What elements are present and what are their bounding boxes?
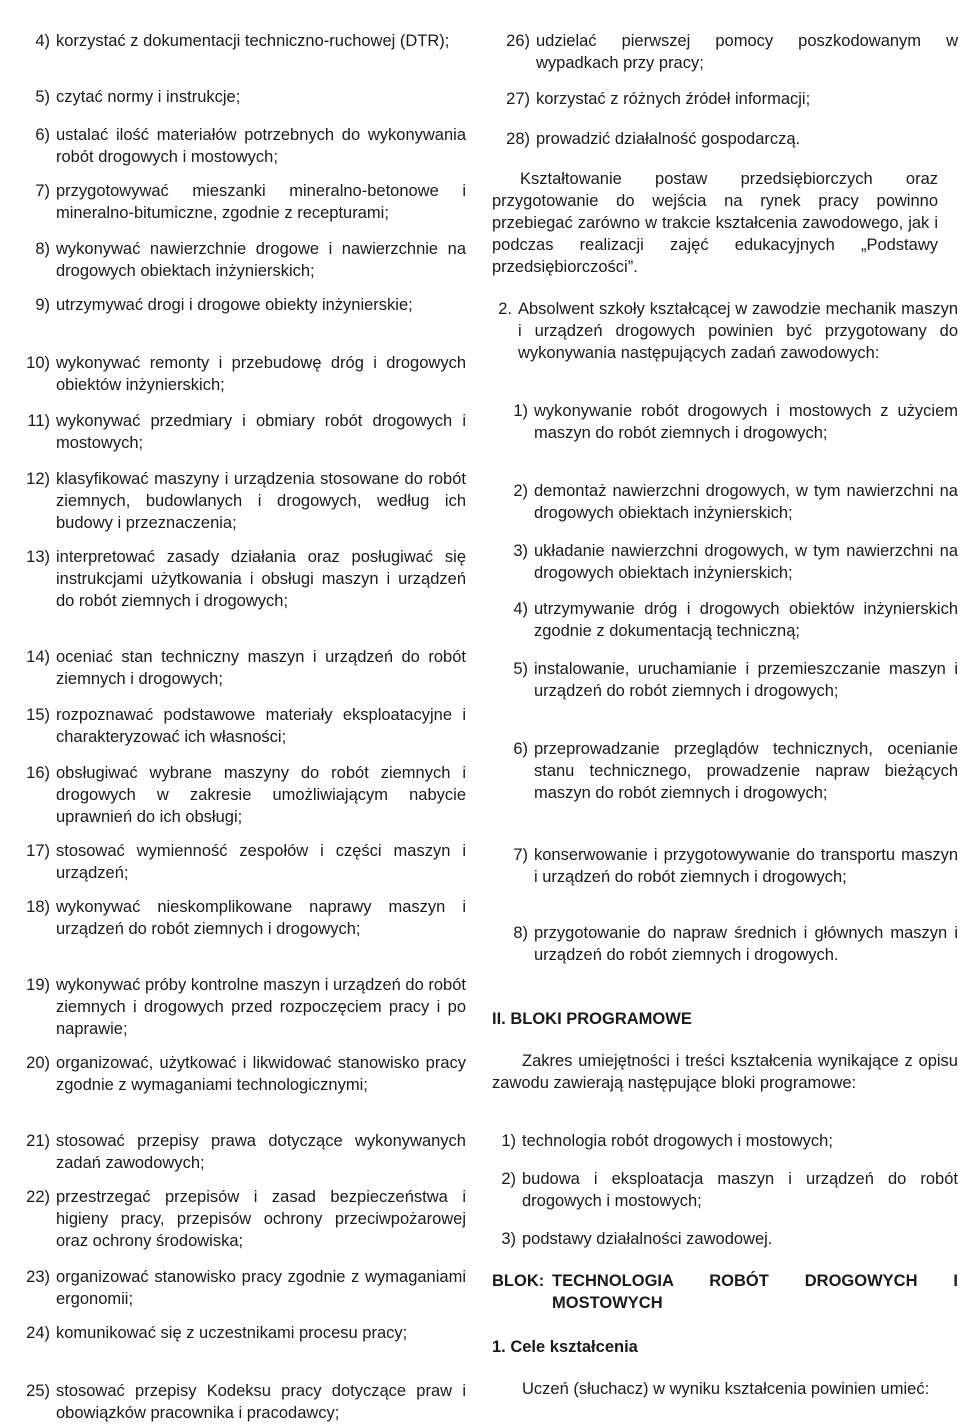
list-item-number: 28) [506,130,530,148]
list-item-number: 2. [498,300,512,318]
list-item-number: 1) [513,402,528,420]
list-item-text: instalowanie, uruchamianie i przemieszczanie maszyn i urządzeń do robót ziemnych i drogowych; [534,660,958,700]
list-item-text: stosować wymienność zespołów i części maszyn i urządzeń; [56,842,466,882]
list-item [492,128,958,150]
list-item-number: 18) [26,898,50,916]
list-item [12,352,466,396]
section-ii-heading: II. BLOKI PROGRAMOWE [492,1010,692,1028]
list-item-text: przygotowanie do napraw średnich i głównych maszyn i urządzeń do robót ziemnych i drogowych. [534,924,958,964]
list-item-number: 27) [506,90,530,108]
task-item [504,480,958,524]
list-item-number: 11) [27,412,50,430]
entrepreneurship-paragraph: Kształtowanie postaw przedsiębiorczych oraz przygotowanie do wejścia na rynek pracy powinno przebiegać zarówno w trakcie kształcenia zawodowego, jak i podczas realizacji zajęć edukacyjnych „Podstawy przedsiębiorczości”. [492,170,938,276]
list-item-text: organizować stanowisko pracy zgodnie z wymaganiami ergonomii; [56,1268,466,1308]
list-item-text: przygotowywać mieszanki mineralno-betonowe i mineralno-bitumiczne, zgodnie z recepturami; [56,182,466,222]
list-item [12,704,466,748]
list-item-text: konserwowanie i przygotowywanie do transportu maszyn i urządzeń do robót ziemnych i drogowych; [534,846,958,886]
list-item-text: stosować przepisy prawa dotyczące wykonywanych zadań zawodowych; [56,1132,466,1172]
task-item [504,738,958,804]
list-item-text: wykonywać nawierzchnie drogowe i nawierzchnie na drogowych obiektach inżynierskich; [56,240,466,280]
list-item-text: wykonywać remonty i przebudowę dróg i drogowych obiektów inżynierskich; [56,354,466,394]
block-item [498,1130,958,1152]
list-item-text: technologia robót drogowych i mostowych; [522,1132,833,1150]
task-item [504,844,958,888]
goals-heading: 1. Cele kształcenia [492,1338,638,1356]
list-item [12,30,466,52]
task-item [504,658,958,702]
list-item-text: utrzymywać drogi i drogowe obiekty inżynierskie; [56,296,413,314]
list-item [12,1130,466,1174]
list-item-number: 13) [26,548,50,566]
list-item [12,1322,466,1344]
list-item [12,124,466,168]
task-item [504,400,958,444]
list-item [12,1266,466,1310]
blok-title: TECHNOLOGIA ROBÓT DROGOWYCH I MOSTOWYCH [552,1272,958,1312]
list-item [12,238,466,282]
task-item [504,540,958,584]
blok-label: BLOK: [492,1272,545,1290]
list-item [12,180,466,224]
list-item-text: prowadzić działalność gospodarczą. [536,130,801,148]
task-item [504,598,958,642]
list-item-number: 19) [26,976,50,994]
list-item-text: demontaż nawierzchni drogowych, w tym nawierzchni na drogowych obiektach inżynierskich; [534,482,958,522]
final-paragraph: Uczeń (słuchacz) w wyniku kształcenia powinien umieć: [522,1380,930,1398]
blok-heading [492,1270,958,1314]
list-item [12,896,466,940]
list-item-text: wykonywać przedmiary i obmiary robót drogowych i mostowych; [56,412,466,452]
list-item-number: 6) [35,126,50,144]
list-item-number: 5) [513,660,528,678]
list-item [12,646,466,690]
list-item-text: obsługiwać wybrane maszyny do robót ziemnych i drogowych w zakresie umożliwiającym nabycie uprawnień do ich obsługi; [56,764,466,826]
list-item-number: 26) [506,32,530,50]
list-item-number: 21) [26,1132,50,1150]
list-item-number: 14) [26,648,50,666]
task-item [504,922,958,966]
list-item-text: oceniać stan techniczny maszyn i urządzeń do robót ziemnych i drogowych; [56,648,466,688]
list-item [492,88,958,110]
list-item-text: przestrzegać przepisów i zasad bezpieczeństwa i higieny pracy, przepisów ochrony przeciwpożarowej oraz ochrony środowiska; [56,1188,466,1250]
list-item-text: utrzymywanie dróg i drogowych obiektów inżynierskich zgodnie z dokumentacją techniczną; [534,600,958,640]
list-item-number: 6) [513,740,528,758]
list-item-text: interpretować zasady działania oraz posługiwać się instrukcjami użytkowania i obsługi maszyn i urządzeń do robót ziemnych i drogowych; [56,548,466,610]
list-item-number: 3) [513,542,528,560]
list-item-number: 1) [501,1132,516,1150]
list-item-number: 16) [26,764,50,782]
block-item [498,1168,958,1212]
list-item [12,410,466,454]
list-item-number: 20) [26,1054,50,1072]
list-item-text: przeprowadzanie przeglądów technicznych, ocenianie stanu technicznego, prowadzenie napraw bieżących maszyn do robót ziemnych i drogowych; [534,740,958,802]
list-item [492,30,958,74]
list-item-text: klasyfikować maszyny i urządzenia stosowane do robót ziemnych, budowlanych i drogowych, według ich budowy i przeznaczenia; [56,470,466,532]
list-item-number: 12) [26,470,50,488]
list-item-text: korzystać z dokumentacji techniczno-ruchowej (DTR); [56,32,450,50]
list-item-number: 8) [35,240,50,258]
list-item [12,468,466,534]
list-item-text: podstawy działalności zawodowej. [522,1230,773,1248]
list-item-number: 24) [26,1324,50,1342]
list-item-text: udzielać pierwszej pomocy poszkodowanym w wypadkach przy pracy; [536,32,958,72]
list-item-number: 8) [513,924,528,942]
list-item-number: 4) [35,32,50,50]
list-item-text: wykonywać próby kontrolne maszyn i urządzeń do robót ziemnych i drogowych przed rozpoczęciem pracy i po naprawie; [56,976,466,1038]
list-item-text: komunikować się z uczestnikami procesu pracy; [56,1324,408,1342]
list-item-number: 23) [26,1268,50,1286]
list-item-text: budowa i eksploatacja maszyn i urządzeń do robót drogowych i mostowych; [522,1170,958,1210]
list-item-number: 22) [26,1188,50,1206]
list-item-text: stosować przepisy Kodeksu pracy dotyczące praw i obowiązków pracownika i pracodawcy; [56,1382,466,1422]
list-item-text: wykonywanie robót drogowych i mostowych z użyciem maszyn do robót ziemnych i drogowych; [534,402,958,442]
list-item-text: Absolwent szkoły kształcącej w zawodzie mechanik maszyn i urządzeń drogowych powinien być przygotowany do wykonywania następujących zadań zawodowych: [518,300,958,362]
list-item-number: 2) [513,482,528,500]
list-item [12,840,466,884]
list-item-number: 9) [35,296,50,314]
list-item-text: czytać normy i instrukcje; [56,88,241,106]
list-item-number: 10) [26,354,50,372]
list-item-number: 2) [501,1170,516,1188]
list-item-number: 17) [26,842,50,860]
list-item-text: ustalać ilość materiałów potrzebnych do wykonywania robót drogowych i mostowych; [56,126,466,166]
list-item-text: układanie nawierzchni drogowych, w tym nawierzchni na drogowych obiektach inżynierskich; [534,542,958,582]
scope-paragraph: Zakres umiejętności i treści kształcenia wynikające z opisu zawodu zawierają następujące bloki programowe: [492,1052,958,1092]
list-item-text: organizować, użytkować i likwidować stanowisko pracy zgodnie z wymaganiami technologicznymi; [56,1054,466,1094]
list-item-text: wykonywać nieskomplikowane naprawy maszyn i urządzeń do robót ziemnych i drogowych; [56,898,466,938]
list-item [12,1186,466,1252]
list-item [12,974,466,1040]
list-item-number: 7) [35,182,50,200]
list-item-number: 3) [501,1230,516,1248]
list-item [12,1052,466,1096]
list-item-number: 5) [35,88,50,106]
list-item [12,762,466,828]
list-item-number: 25) [26,1382,50,1400]
list-item-number: 7) [513,846,528,864]
list-item [12,294,466,316]
list-item [12,86,466,108]
block-item [498,1228,958,1250]
list-item-text: korzystać z różnych źródeł informacji; [536,90,811,108]
list-item-text: rozpoznawać podstawowe materiały eksploatacyjne i charakteryzować ich własności; [56,706,466,746]
point-2-item [492,298,958,364]
list-item [12,546,466,612]
list-item [12,1380,466,1424]
list-item-number: 15) [26,706,50,724]
list-item-number: 4) [513,600,528,618]
